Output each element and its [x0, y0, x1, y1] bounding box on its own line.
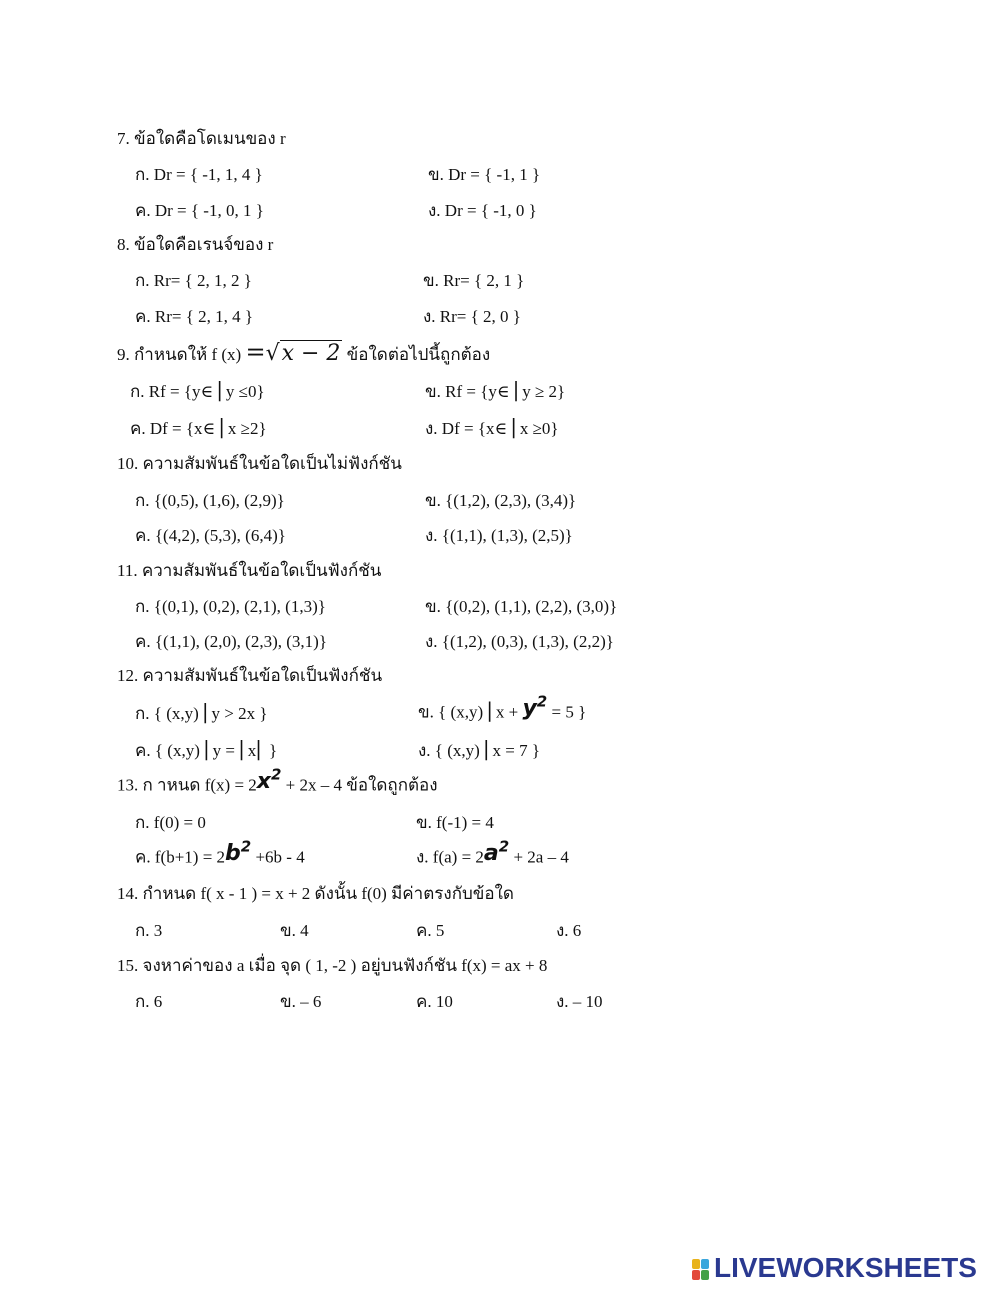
q9-option-d[interactable]: ง. Df = {x∈ ⎢x ≥0} — [425, 419, 559, 438]
q8-option-c[interactable]: ค. Rr= { 2, 1, 4 } — [135, 307, 254, 326]
q13-option-a[interactable]: ก. f(0) = 0 — [135, 813, 206, 832]
question-8: 8. ข้อใดคือเรนจ์ของ r — [117, 235, 274, 254]
q12-option-a[interactable]: ก. { (x,y) ⎢y > 2x } — [135, 704, 268, 723]
q13-option-d-after: + 2a – 4 — [513, 847, 569, 867]
sqrt-formula: √x − 2 — [265, 341, 341, 366]
q13-option-d-before: ง. f(a) = 2 — [416, 847, 484, 867]
q13-text-after: + 2x – 4 ข้อใดถูกต้อง — [285, 775, 438, 795]
q13-option-c[interactable] — [135, 840, 305, 870]
q13-option-c-term: $b^2$ — [225, 838, 252, 867]
q9-option-b[interactable]: ข. Rf = {y∈ ⎢y ≥ 2} — [425, 382, 566, 401]
q12-option-c[interactable]: ค. { (x,y) ⎢y = ⎢x⎢ } — [135, 741, 278, 760]
q13-text-before: 13. ก าหนด f(x) = 2 — [117, 775, 257, 795]
q13-option-c-before: ค. f(b+1) = 2 — [135, 847, 226, 867]
question-9 — [117, 338, 490, 368]
q10-option-a[interactable]: ก. {(0,5), (1,6), (2,9)} — [135, 491, 285, 510]
logo-text: LIVEWORKSHEETS — [714, 1252, 977, 1283]
q9-text-before: 9. กำหนดให้ f (x) — [117, 345, 242, 364]
q12-option-b[interactable] — [418, 695, 586, 725]
q9-option-a[interactable]: ก. Rf = {y∈ ⎢y ≤0} — [130, 382, 265, 401]
q12-option-b-tail: = 5 } — [551, 702, 587, 722]
q15-option-b[interactable]: ข. – 6 — [280, 992, 322, 1011]
q13-option-c-after: +6b - 4 — [255, 847, 305, 867]
q8-option-a[interactable]: ก. Rr= { 2, 1, 2 } — [135, 271, 252, 290]
liveworksheets-logo — [692, 1252, 992, 1284]
logo-icon — [692, 1259, 710, 1281]
sqrt-radicand: x − 2 — [281, 341, 341, 366]
question-15: 15. จงหาค่าของ a เมื่อ จุด ( 1, -2 ) อยู่บนฟังก์ชัน f(x) = ax + 8 — [117, 956, 548, 975]
q7-option-d[interactable]: ง. Dr = { -1, 0 } — [428, 201, 537, 220]
q11-option-a[interactable]: ก. {(0,1), (0,2), (2,1), (1,3)} — [135, 597, 326, 616]
q11-option-d[interactable]: ง. {(1,2), (0,3), (1,3), (2,2)} — [425, 632, 614, 651]
question-14: 14. กำหนด f( x - 1 ) = x + 2 ดังนั้น f(0) มีค่าตรงกับข้อใด — [117, 884, 514, 903]
q9-equals: = — [245, 338, 266, 366]
q14-option-c[interactable]: ค. 5 — [416, 921, 445, 940]
q14-option-d[interactable]: ง. 6 — [556, 921, 582, 940]
question-11: 11. ความสัมพันธ์ในข้อใดเป็นฟังก์ชัน — [117, 561, 382, 580]
q10-option-b[interactable]: ข. {(1,2), (2,3), (3,4)} — [425, 491, 577, 510]
q8-option-b[interactable]: ข. Rr= { 2, 1 } — [423, 271, 525, 290]
question-12: 12. ความสัมพันธ์ในข้อใดเป็นฟังก์ชัน — [117, 666, 383, 685]
q15-option-a[interactable]: ก. 6 — [135, 992, 163, 1011]
q13-option-d[interactable] — [416, 840, 569, 870]
question-13 — [117, 768, 438, 798]
q14-option-b[interactable]: ข. 4 — [280, 921, 309, 940]
q7-option-c[interactable]: ค. Dr = { -1, 0, 1 } — [135, 201, 264, 220]
q12-option-b-term: $y^2$ — [522, 693, 548, 722]
q12-option-d[interactable]: ง. { (x,y) ⎢x = 7 } — [418, 741, 541, 760]
q13-term: $x^2$ — [256, 766, 282, 795]
q12-option-b-text: ข. { (x,y) ⎢x + — [418, 702, 519, 722]
q15-option-c[interactable]: ค. 10 — [416, 992, 453, 1011]
q13-option-b[interactable]: ข. f(-1) = 4 — [416, 813, 494, 832]
q10-option-d[interactable]: ง. {(1,1), (1,3), (2,5)} — [425, 526, 573, 545]
q7-option-a[interactable]: ก. Dr = { -1, 1, 4 } — [135, 165, 263, 184]
q14-option-a[interactable]: ก. 3 — [135, 921, 163, 940]
q13-option-d-term: $a^2$ — [483, 838, 510, 867]
q9-option-c[interactable]: ค. Df = {x∈ ⎢x ≥2} — [130, 419, 267, 438]
question-7: 7. ข้อใดคือโดเมนของ r — [117, 129, 286, 148]
q11-option-b[interactable]: ข. {(0,2), (1,1), (2,2), (3,0)} — [425, 597, 618, 616]
q9-text-after: ข้อใดต่อไปนี้ถูกต้อง — [346, 345, 491, 364]
q10-option-c[interactable]: ค. {(4,2), (5,3), (6,4)} — [135, 526, 286, 545]
q15-option-d[interactable]: ง. – 10 — [556, 992, 603, 1011]
q11-option-c[interactable]: ค. {(1,1), (2,0), (2,3), (3,1)} — [135, 632, 327, 651]
q7-option-b[interactable]: ข. Dr = { -1, 1 } — [428, 165, 541, 184]
question-10: 10. ความสัมพันธ์ในข้อใดเป็นไม่ฟังก์ชัน — [117, 454, 402, 473]
q8-option-d[interactable]: ง. Rr= { 2, 0 } — [423, 307, 521, 326]
